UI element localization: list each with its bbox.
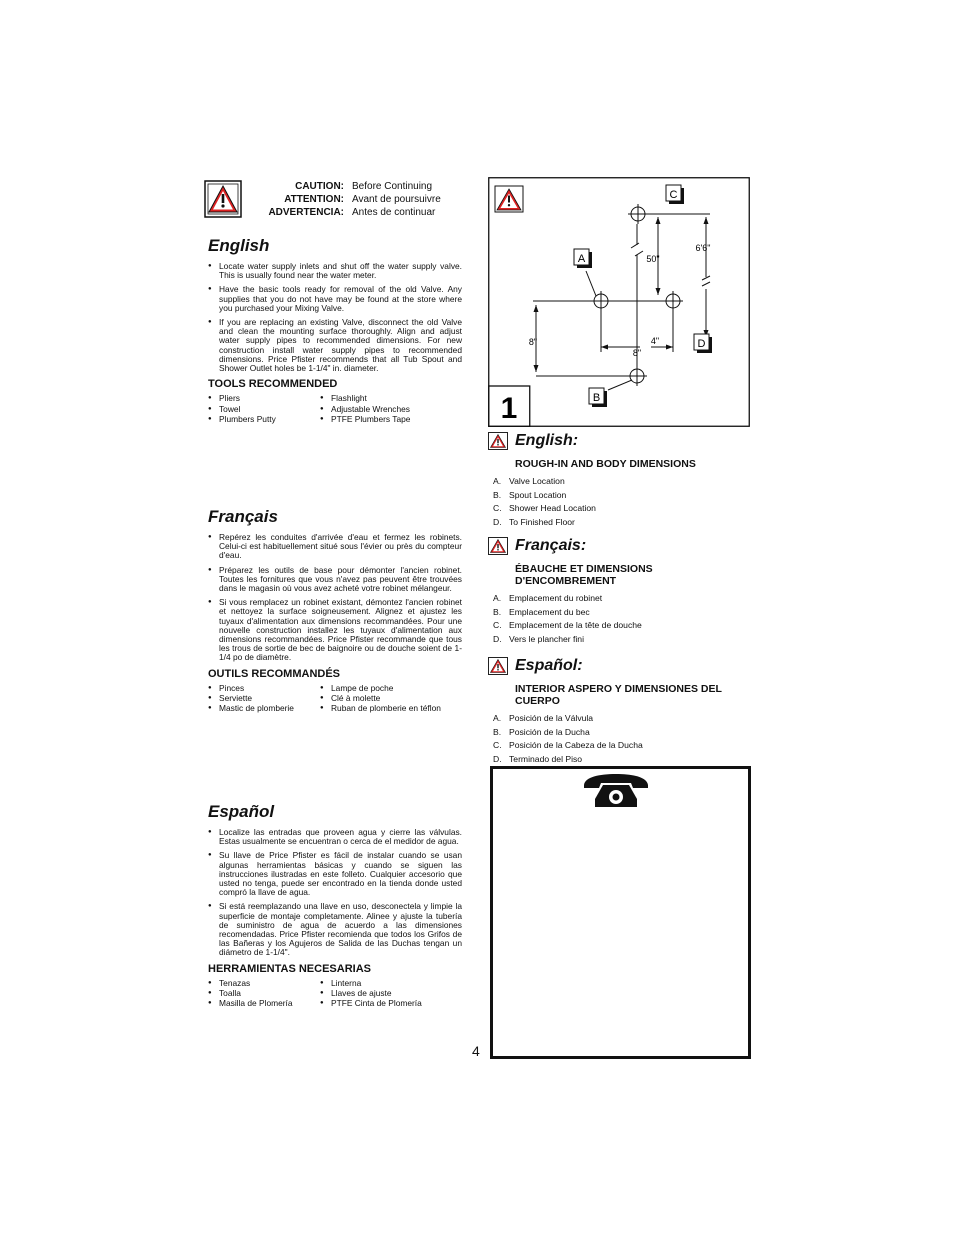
telephone-icon (581, 773, 651, 809)
english-tool-item: ● PTFE Plumbers Tape (320, 414, 460, 424)
legend-item (493, 753, 750, 767)
legend-letter: C. (493, 503, 502, 514)
legend-letter: C. (493, 620, 502, 631)
legend-english-list (493, 475, 750, 530)
francais-tool-item: ● Clé à molette (320, 693, 460, 703)
legend-letter: B. (493, 606, 502, 617)
label-box-a (574, 249, 592, 268)
label-a: A (577, 253, 586, 265)
dim-8-horizontal: 8" (632, 348, 642, 358)
caution-rows (256, 180, 466, 219)
francais-tool-item: ● Mastic de plomberie (208, 703, 320, 713)
phone-box (490, 766, 751, 1059)
label-c: C (669, 189, 678, 201)
legend-letter: A. (493, 476, 502, 486)
legend-text: Emplacement du robinet (509, 593, 603, 603)
espanol-tool-item: ● PTFE Cinta de Plomería (320, 998, 460, 1008)
francais-bullet: ● Si vous remplacez un robinet existant, démontez l'ancien robinet et nettoyez la surface soigneusement. Alignez et ajustez les tuyaux d'alimentation aux dimensions recommandées. Pour une nouvelle construction installez les tuyaux d'alimentation aux dimensions recommandées. Price Pfister recommande que tous les trous de sortie de bec de baignoire ou de douche soient de 1-1/4 po de diamètre. (208, 598, 462, 662)
legend-item (493, 502, 750, 516)
francais-bullet: ● Repérez les conduites d'arrivée d'eau et fermez les robinets. Celui-ci est habituellement situé sous l'évier ou près du compteur d'eau. (208, 533, 462, 561)
english-bullets (208, 262, 462, 373)
legend-item (493, 712, 750, 726)
legend-letter: C. (493, 740, 502, 751)
english-tool-item: ● Flashlight (320, 393, 460, 403)
figure-1 (488, 177, 750, 427)
legend-item (493, 726, 750, 740)
legend-text: To Finished Floor (509, 517, 575, 528)
label-b: B (592, 392, 601, 404)
tools-heading: TOOLS RECOMMENDED (208, 378, 338, 391)
francais-section (208, 507, 462, 714)
francais-title: Français (208, 507, 278, 526)
legend-francais-list (493, 592, 750, 647)
legend-item (493, 739, 750, 753)
legend-letter: B. (493, 489, 502, 500)
english-bullet: ● Have the basic tools ready for removal of the old Valve. Any supplies that you do not have may be found at the store where you purchased your Mixing Valve. (208, 285, 462, 313)
legend-text: Valve Location (509, 476, 565, 486)
legend-francais-subtitle: ÉBAUCHE ET DIMENSIONS D'ENCOMBREMENT (515, 563, 653, 587)
legend-francais (488, 537, 750, 647)
figure-number: 1 (500, 392, 518, 425)
english-bullet: ● If you are replacing an existing Valve, disconnect the old Valve and clean the mounting surface thoroughly. Align and adjust water supply pipes to recommended dimensions. For new construction install water supply pipes to recommended dimensions. Price Pfister recommends that all Tub Spout and Shower Outlet holes be 1-1/4" in. diameter. (208, 318, 462, 373)
warning-icon (488, 537, 508, 555)
francais-bullets (208, 533, 462, 663)
legend-text: Spout Location (509, 489, 567, 500)
english-bullet: ● Locate water supply inlets and shut off the water supply valve. This is usually found near the water meter. (208, 262, 462, 280)
espanol-bullets (208, 828, 462, 958)
espanol-tool-item: ● Llaves de ajuste (320, 988, 460, 998)
legend-letter: D. (493, 754, 502, 765)
legend-letter: B. (493, 726, 502, 737)
legend-text: Posición de la Válvula (509, 713, 594, 723)
dim-50: 50" (646, 254, 660, 264)
espanol-title: Español (208, 802, 275, 821)
legend-english-subtitle: ROUGH-IN AND BODY DIMENSIONS (515, 458, 696, 470)
espanol-bullet: ● Localize las entradas que proveen agua y cierre las válvulas. Estas usualmente se encuentran o cerca de el medidor de agua. (208, 828, 462, 846)
english-tool-item: ● Pliers (208, 393, 320, 403)
francais-bullet: ● Préparez les outils de base pour démonter l'ancien robinet. Toutes les fornitures que vous n'avez pas peuvent être trouvées dans le magasin où vous avez acheté votre robinet mélangeur. (208, 566, 462, 594)
espanol-bullet: ● Su llave de Price Pfister es fácil de instalar cuando se usan algunas herramientas básicas y cuando se siguen las instrucciones ilustradas en este folleto. Cualquier accesorio que usted no tenga, puede ser encontrado en la tienda donde usted compró la llave de agua. (208, 851, 462, 897)
legend-espanol-title: Español: (515, 657, 583, 674)
caution-row (256, 206, 466, 219)
caution-row (256, 193, 466, 206)
espanol-tool-item: ● Toalla (208, 988, 320, 998)
legend-item (493, 619, 750, 633)
caution-text: Antes de continuar (352, 207, 436, 218)
legend-espanol-subtitle: INTERIOR ASPERO Y DIMENSIONES DEL CUERPO (515, 683, 722, 707)
label-box-c (666, 185, 684, 204)
francais-tool-item: ● Lampe de poche (320, 683, 460, 693)
dim-8-vertical: 8" (528, 337, 538, 347)
espanol-tool-item: ● Masilla de Plomería (208, 998, 320, 1008)
francais-tool-item: ● Serviette (208, 693, 320, 703)
legend-text: Posición de la Ducha (509, 726, 590, 737)
caution-text: Before Continuing (352, 181, 433, 192)
legend-item (493, 606, 750, 620)
label-box-d (694, 334, 712, 353)
legend-espanol (488, 657, 750, 767)
legend-francais-title: Français: (515, 537, 587, 554)
dim-6-6: 6'6" (695, 243, 711, 253)
legend-letter: A. (493, 593, 502, 603)
english-tool-item: ● Plumbers Putty (208, 414, 320, 424)
warning-icon (204, 180, 242, 218)
outils-heading: OUTILS RECOMMANDÉS (208, 667, 340, 680)
legend-letter: A. (493, 713, 502, 723)
espanol-tool-item: ● Linterna (320, 978, 460, 988)
caution-text: Avant de poursuivre (352, 194, 441, 205)
legend-text: Shower Head Location (509, 503, 596, 514)
english-tool-item: ● Towel (208, 404, 320, 414)
legend-text: Vers le plancher fini (509, 634, 584, 645)
caution-block (204, 180, 464, 222)
caution-label: ADVERTENCIA: (268, 207, 344, 218)
label-box-b (589, 388, 607, 407)
english-title: English (208, 236, 270, 255)
warning-icon (488, 432, 508, 450)
caution-row (256, 180, 466, 193)
legend-item (493, 475, 750, 489)
espanol-tool-item: ● Tenazas (208, 978, 320, 988)
francais-tool-item: ● Ruban de plomberie en téflon (320, 703, 460, 713)
outils-list (208, 683, 462, 714)
legend-item (493, 489, 750, 503)
legend-text: Terminado del Piso (509, 754, 583, 765)
legend-text: Emplacement de la tête de douche (509, 620, 642, 631)
tools-list (208, 393, 462, 424)
francais-tool-item: ● Pinces (208, 683, 320, 693)
figure-warning-icon (495, 186, 523, 212)
legend-item (493, 592, 750, 606)
herramientas-list (208, 978, 462, 1009)
legend-item (493, 633, 750, 647)
legend-text: Emplacement du bec (509, 606, 590, 617)
dim-4: 4" (650, 336, 660, 346)
caution-label: CAUTION: (295, 181, 344, 192)
legend-item (493, 516, 750, 530)
caution-label: ATTENTION: (284, 194, 344, 205)
legend-text: Posición de la Cabeza de la Ducha (509, 740, 643, 751)
page-number: 4 (472, 1043, 480, 1059)
legend-espanol-list (493, 712, 750, 767)
english-tool-item: ● Adjustable Wrenches (320, 404, 460, 414)
english-section (208, 236, 462, 424)
legend-english (488, 432, 750, 530)
legend-letter: D. (493, 634, 502, 645)
espanol-bullet: ● Si está reemplazando una llave en uso, desconectela y limpie la superficie de montaje completamente. Alinee y ajuste la tubería de suministro de agua de acuerdo a las dimensiones recomendadas. Price Pfister recomienda que todos los Grifos de las Bañeras y los Agujeros de Salida de las Duchas tengan un diámetro de 1-1/4". (208, 902, 462, 957)
label-d: D (697, 338, 706, 350)
legend-letter: D. (493, 517, 502, 528)
espanol-section (208, 802, 462, 1009)
legend-english-title: English: (515, 432, 579, 449)
warning-icon (488, 657, 508, 675)
herramientas-heading: HERRAMIENTAS NECESARIAS (208, 962, 371, 975)
